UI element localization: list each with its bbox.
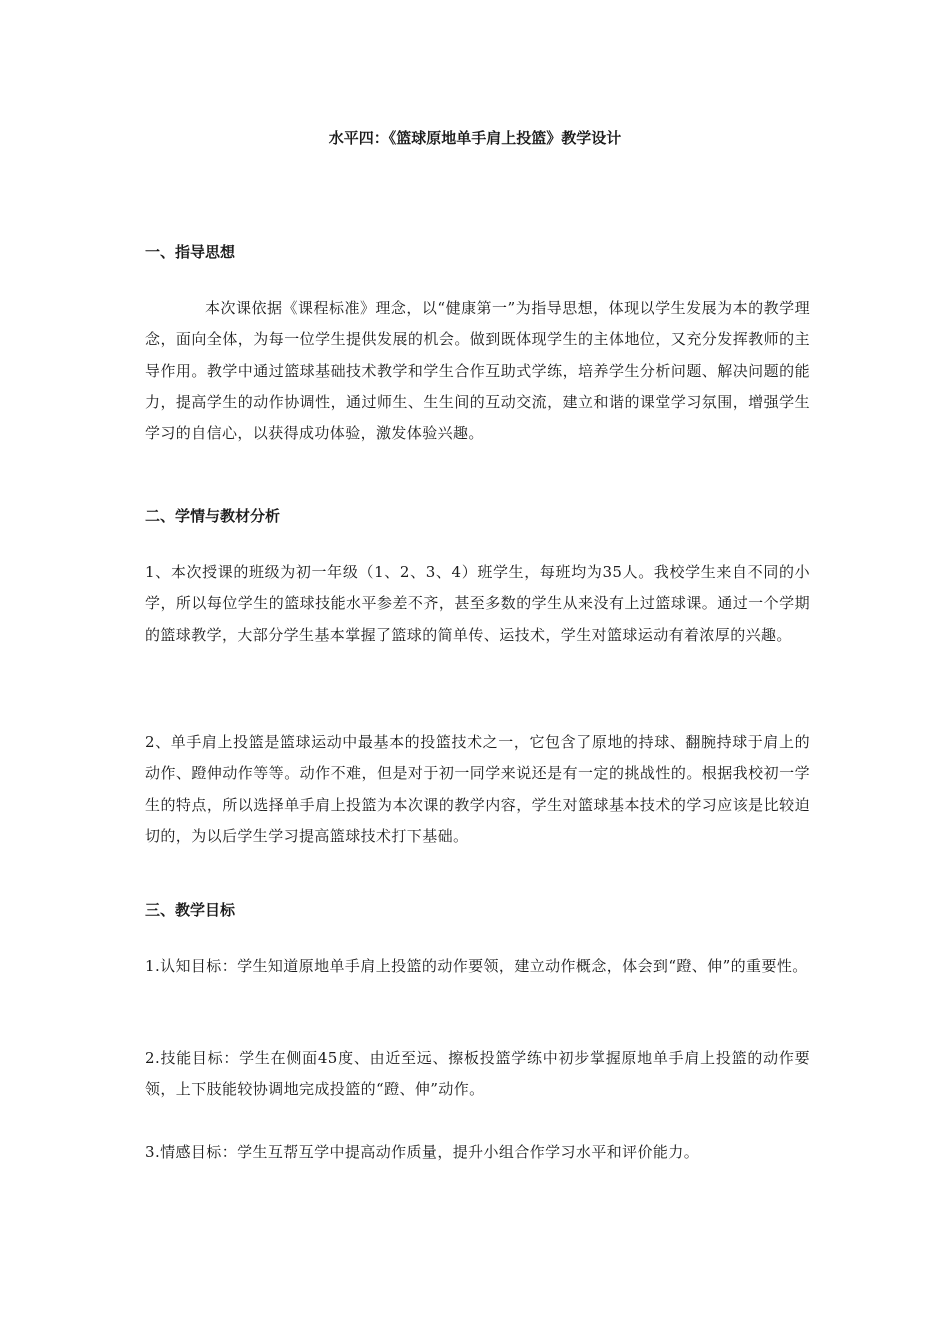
section-heading-analysis: 二、学情与教材分析 (145, 507, 281, 525)
paragraph-objective-affective: 3.情感目标：学生互帮互学中提高动作质量，提升小组合作学习水平和评价能力。 (145, 1143, 700, 1161)
paragraph-guiding-ideology: 本次课依据《课程标准》理念，以“健康第一”为指导思想，体现以学生发展为本的教学理念，面向全体，为每一位学生提供发展的机会。做到既体现学生的主体地位，又充分发挥教师的主导作用。教学中通过篮球基础技术教学和学生合作互助式学练，培养学生分析问题、解决问题的能力，提高学生的动作协调性，通过师生、生生间的互动交流，建立和谐的课堂学习氛围，增强学生学习的自信心，以获得成功体验，激发体验兴趣。 (145, 299, 810, 443)
section-heading-objectives: 三、教学目标 (145, 901, 236, 919)
paragraph-analysis-2: 2、单手肩上投篮是篮球运动中最基本的投篮技术之一，它包含了原地的持球、翻腕持球于肩上的动作、蹬伸动作等等。动作不难，但是对于初一同学来说还是有一定的挑战性的。根据我校初一学生的特点，所以选择单手肩上投篮为本次课的教学内容，学生对篮球基本技术的学习应该是比较迫切的，为以后学生学习提高篮球技术打下基础。 (145, 733, 810, 845)
document-title: 水平四：《篮球原地单手肩上投篮》教学设计 (328, 129, 622, 147)
section-heading-guiding-ideology: 一、指导思想 (145, 243, 236, 261)
paragraph-analysis-1: 1、本次授课的班级为初一年级（1、2、3、4）班学生，每班均为35人。我校学生来自不同的小学，所以每位学生的篮球技能水平参差不齐，甚至多数的学生从来没有上过篮球课。通过一个学期的篮球教学，大部分学生基本掌握了篮球的简单传、运技术，学生对篮球运动有着浓厚的兴趣。 (145, 563, 810, 644)
paragraph-objective-cognitive: 1.认知目标：学生知道原地单手肩上投篮的动作要领，建立动作概念，体会到“蹬、伸”的重要性。 (145, 957, 808, 975)
paragraph-objective-skill: 2.技能目标：学生在侧面45度、由近至远、擦板投篮学练中初步掌握原地单手肩上投篮的动作要领，上下肢能较协调地完成投篮的“蹬、伸”动作。 (145, 1049, 810, 1099)
